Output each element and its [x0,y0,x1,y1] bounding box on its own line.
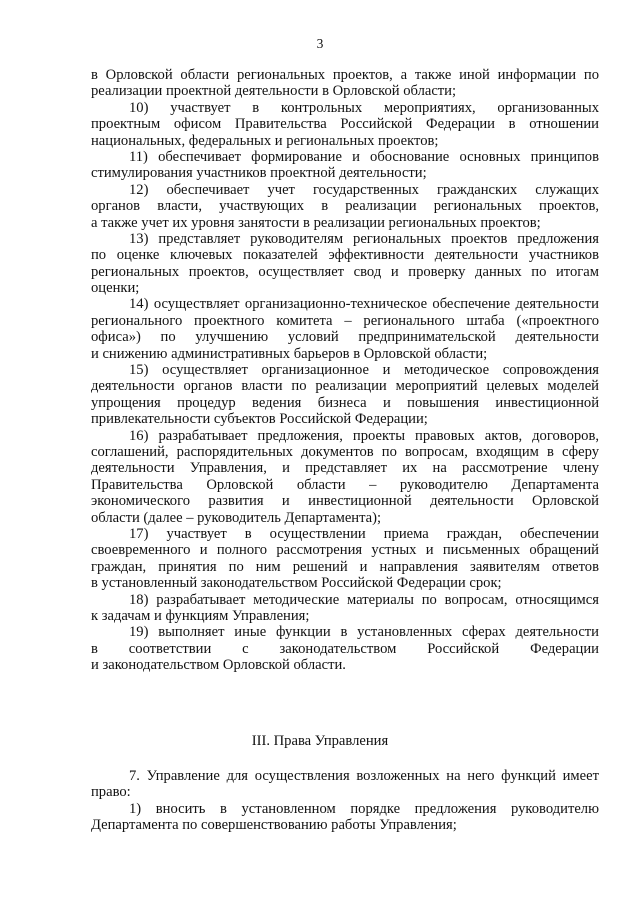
page-number: 3 [316,36,324,51]
text-line: деятельности органов власти по реализации мероприятий целевых моделей [91,378,599,395]
paragraph-item-11 [91,149,599,182]
text-line: в установленный законодательством Российской Федерации срок; [91,575,502,592]
text-line: оценки; [91,280,140,297]
section-heading: III. Права Управления [251,733,389,749]
text-line: 7. Управление для осуществления возложенных на него функций имеет [129,768,599,784]
text-line: и снижению административных барьеров в Орловской области; [91,345,488,362]
text-line: 1) вносить в установленном порядке предложения руководителю [129,800,599,817]
text-line: офиса») по улучшению условий предпринимательской деятельности [91,329,599,346]
text-line: в соответствии с законодательством Российской Федерации [91,640,599,657]
text-line: Правительства Орловской области – руководителю Департамента [91,476,599,493]
paragraph-item-14 [91,296,599,362]
paragraph-item-18 [91,592,599,625]
text-line: стимулирования участников проектной деятельности; [91,165,427,182]
paragraph-item-10 [91,100,599,149]
text-line: национальных, федеральных и региональных проектов; [91,132,439,149]
text-line: Департамента по совершенствованию работы Управления; [91,817,457,834]
text-line: реализации проектной деятельности в Орловской области; [91,83,457,100]
text-line: а также учет их уровня занятости в реализации региональных проектов; [91,214,541,231]
text-line: право: [91,784,131,801]
paragraph-item-13 [91,231,599,297]
text-line: своевременного и полного рассмотрения устных и письменных обращений [91,542,599,559]
text-line: привлекательности субъектов Российской Федерации; [91,411,428,428]
paragraph-clause-7 [91,768,599,801]
section-body [91,768,599,834]
text-line: регионального проектного комитета – регионального штаба («проектного [91,312,599,329]
text-line: экономического развития и инвестиционной деятельности Орловской [91,493,599,510]
text-line: деятельности Управления, и представляет их на рассмотрение члену [91,460,599,477]
text-line: 17) участвует в осуществлении приема граждан, обеспечении [129,525,599,542]
text-line: 16) разрабатывает предложения, проекты правовых актов, договоров, [129,427,599,444]
text-line: по оценке ключевых показателей эффективности деятельности участников [91,247,599,264]
text-line: 10) участвует в контрольных мероприятиях, организованных [129,99,599,116]
text-line: упрощения процедур ведения бизнеса и повышения инвестиционной [91,394,599,411]
paragraph-right-1 [91,801,599,834]
text-line: 18) разрабатывает методические материалы по вопросам, относящимся [129,591,599,608]
text-line: органов власти, участвующих в реализации региональных проектов, [91,198,599,215]
text-line: к задачам и функциям Управления; [91,607,310,624]
text-line: 11) обеспечивает формирование и обоснование основных принципов [129,148,599,165]
text-line: 13) представляет руководителям региональных проектов предложения [129,230,599,247]
text-line: 14) осуществляет организационно-техническое обеспечение деятельности [129,296,599,313]
text-line: 15) осуществляет организационное и методическое сопровождения [129,362,599,379]
paragraph-continuation [91,67,599,100]
text-line: региональных проектов, осуществляет свод и проверку данных по итогам [91,263,599,280]
paragraph-item-17 [91,526,599,592]
text-line: 12) обеспечивает учет государственных гражданских служащих [129,181,599,198]
text-line: в Орловской области региональных проектов, а также иной информации по [91,67,599,83]
text-line: области (далее – руководитель Департамента); [91,509,382,526]
paragraph-item-19 [91,624,599,673]
text-line: 19) выполняет иные функции в установленных сферах деятельности [129,624,599,641]
text-line: граждан, принятия по ним решений и направления заявителям ответов [91,558,599,575]
paragraph-item-12 [91,182,599,231]
text-line: и законодательством Орловской области. [91,657,346,674]
text-line: соглашений, распорядительных документов по вопросам, входящим в сферу [91,443,599,460]
paragraph-item-15 [91,362,599,428]
paragraph-item-16 [91,428,599,526]
text-line: проектным офисом Правительства Российской Федерации в отношении [91,116,599,133]
document-body [91,67,599,673]
